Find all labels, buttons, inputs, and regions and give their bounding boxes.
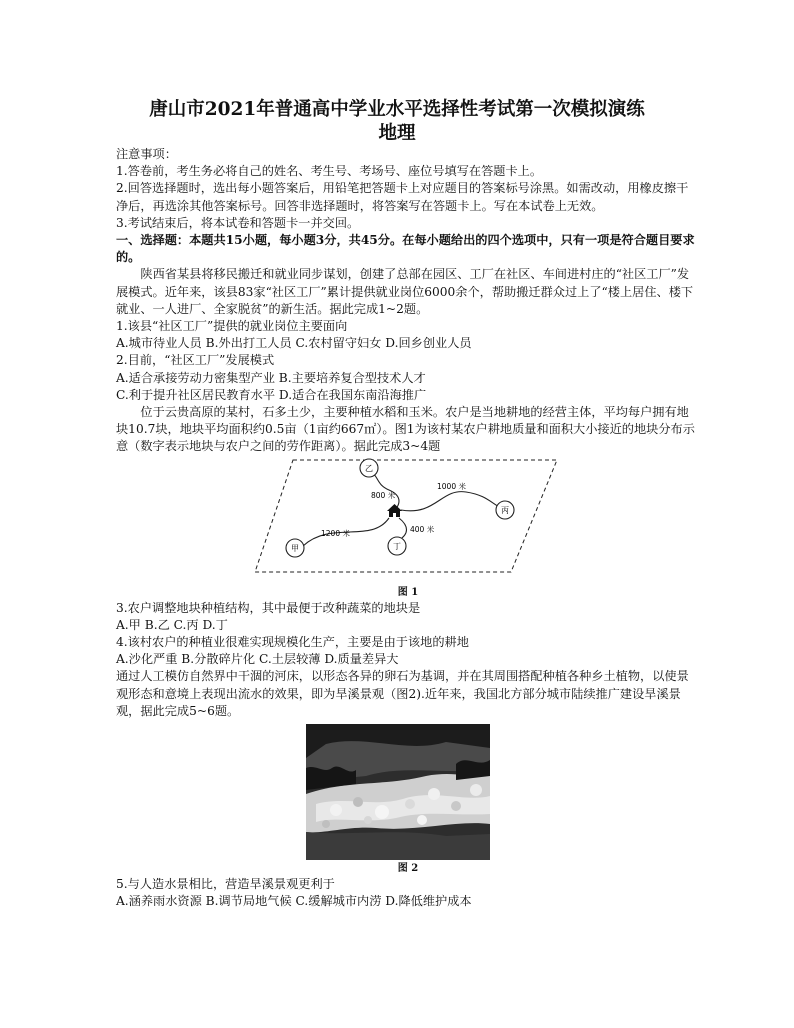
question-2-options-cd: C.利于提升社区居民教育水平 D.适合在我国东南沿海推广 (116, 387, 427, 402)
plot-jia-label: 甲 (291, 543, 299, 553)
note-item-3: 3.考试结束后，将本试卷和答题卡一并交回。 (116, 215, 360, 230)
house-icon (387, 504, 402, 517)
question-1-options: A.城市待业人员 B.外出打工人员 C.农村留守妇女 D.回乡创业人员 (116, 336, 472, 351)
plot-ding-label: 丁 (393, 541, 401, 551)
exam-body (116, 146, 700, 910)
question-3-stem: 3.农户调整地块种植结构，其中最便于改种蔬菜的地块是 (116, 600, 421, 615)
figure-1-caption: 图 1 (397, 586, 419, 598)
notes-heading: 注意事项： (116, 147, 177, 161)
path-to-bing (401, 491, 501, 510)
passage-3: 通过人工模仿自然界中干涸的河床，以形态各异的卵石为基调，并在其周围搭配种植各种乡土植物，以使景观形态和意境上表现出流水的效果，即为旱溪景观（图2).近年来，我国北方部分城市陆续推广建设旱溪景观，据此完成5~6题。 (116, 669, 689, 718)
passage-1: 陕西省某县将移民搬迁和就业同步谋划，创建了总部在园区、工厂在社区、车间进村庄的“社区工厂”发展模式。近年来，该县83家“社区工厂”累计提供就业岗位6000余个，帮助搬迁群众过上了“楼上居住、楼下就业、一人进厂、全家脱贫”的新生活。据此完成1~2题。 (116, 267, 694, 316)
question-4-options: A.沙化严重 B.分散碎片化 C.土层较薄 D.质量差异大 (116, 652, 399, 667)
dry-creek-photo (306, 724, 490, 860)
distance-jia: 1200 米 (321, 528, 350, 538)
figure-1 (116, 458, 700, 586)
figure-2-caption: 图 2 (397, 863, 419, 875)
question-1-stem: 1.该县“社区工厂”提供的就业岗位主要面向 (116, 319, 348, 334)
question-2-stem: 2.目前，“社区工厂”发展模式 (116, 353, 275, 368)
plot-bing-label: 丙 (501, 505, 509, 515)
distance-yi: 800 米 (371, 490, 396, 500)
note-item-1: 1.答卷前，考生务必将自己的姓名、考生号、考场号、座位号填写在答题卡上。 (116, 164, 543, 179)
question-5-stem: 5.与人造水景相比，营造旱溪景观更利于 (116, 877, 335, 892)
distance-ding: 400 米 (410, 524, 435, 534)
question-4-stem: 4.该村农户的种植业很难实现规模化生产，主要是由于该地的耕地 (116, 635, 469, 650)
plot-distribution-diagram (251, 458, 561, 586)
path-to-ding (399, 518, 407, 540)
subject-title: 地理 (378, 123, 416, 144)
figure-2 (116, 724, 700, 862)
question-2-options-ab: A.适合承接劳动力密集型产业 B.主要培养复合型技术人才 (116, 370, 426, 385)
plot-yi-label: 乙 (365, 463, 373, 473)
note-item-2: 2.回答选择题时，选出每小题答案后，用铅笔把答题卡上对应题目的答案标号涂黑。如需改动，用橡皮擦干净后，再选涂其他答案标号。回答非选择题时，将答案写在答题卡上。写在本试卷上无效。 (116, 181, 689, 213)
section-heading: 一、选择题：本题共15小题，每小题3分，共45分。在每小题给出的四个选项中，只有一项是符合题目要求的。 (116, 233, 695, 265)
distance-bing: 1000 米 (437, 481, 466, 491)
dry-creek-image (306, 724, 490, 860)
passage-2: 位于云贵高原的某村，石多土少，主要种植水稻和玉米。农户是当地耕地的经营主体，平均每户拥有地块10.7块，地块平均面积约0.5亩（1亩约667㎡）。图1为该村某农户耕地质量和面积大小接近的地块分布示意（数字表示地块与农户之间的劳作距离）。据此完成3~4题 (116, 405, 695, 454)
question-3-options: A.甲 B.乙 C.丙 D.丁 (116, 617, 228, 632)
question-5-options: A.涵养雨水资源 B.调节局地气候 C.缓解城市内涝 D.降低维护成本 (116, 894, 472, 909)
page-title: 唐山市2021年普通高中学业水平选择性考试第一次模拟演练 (149, 99, 645, 120)
